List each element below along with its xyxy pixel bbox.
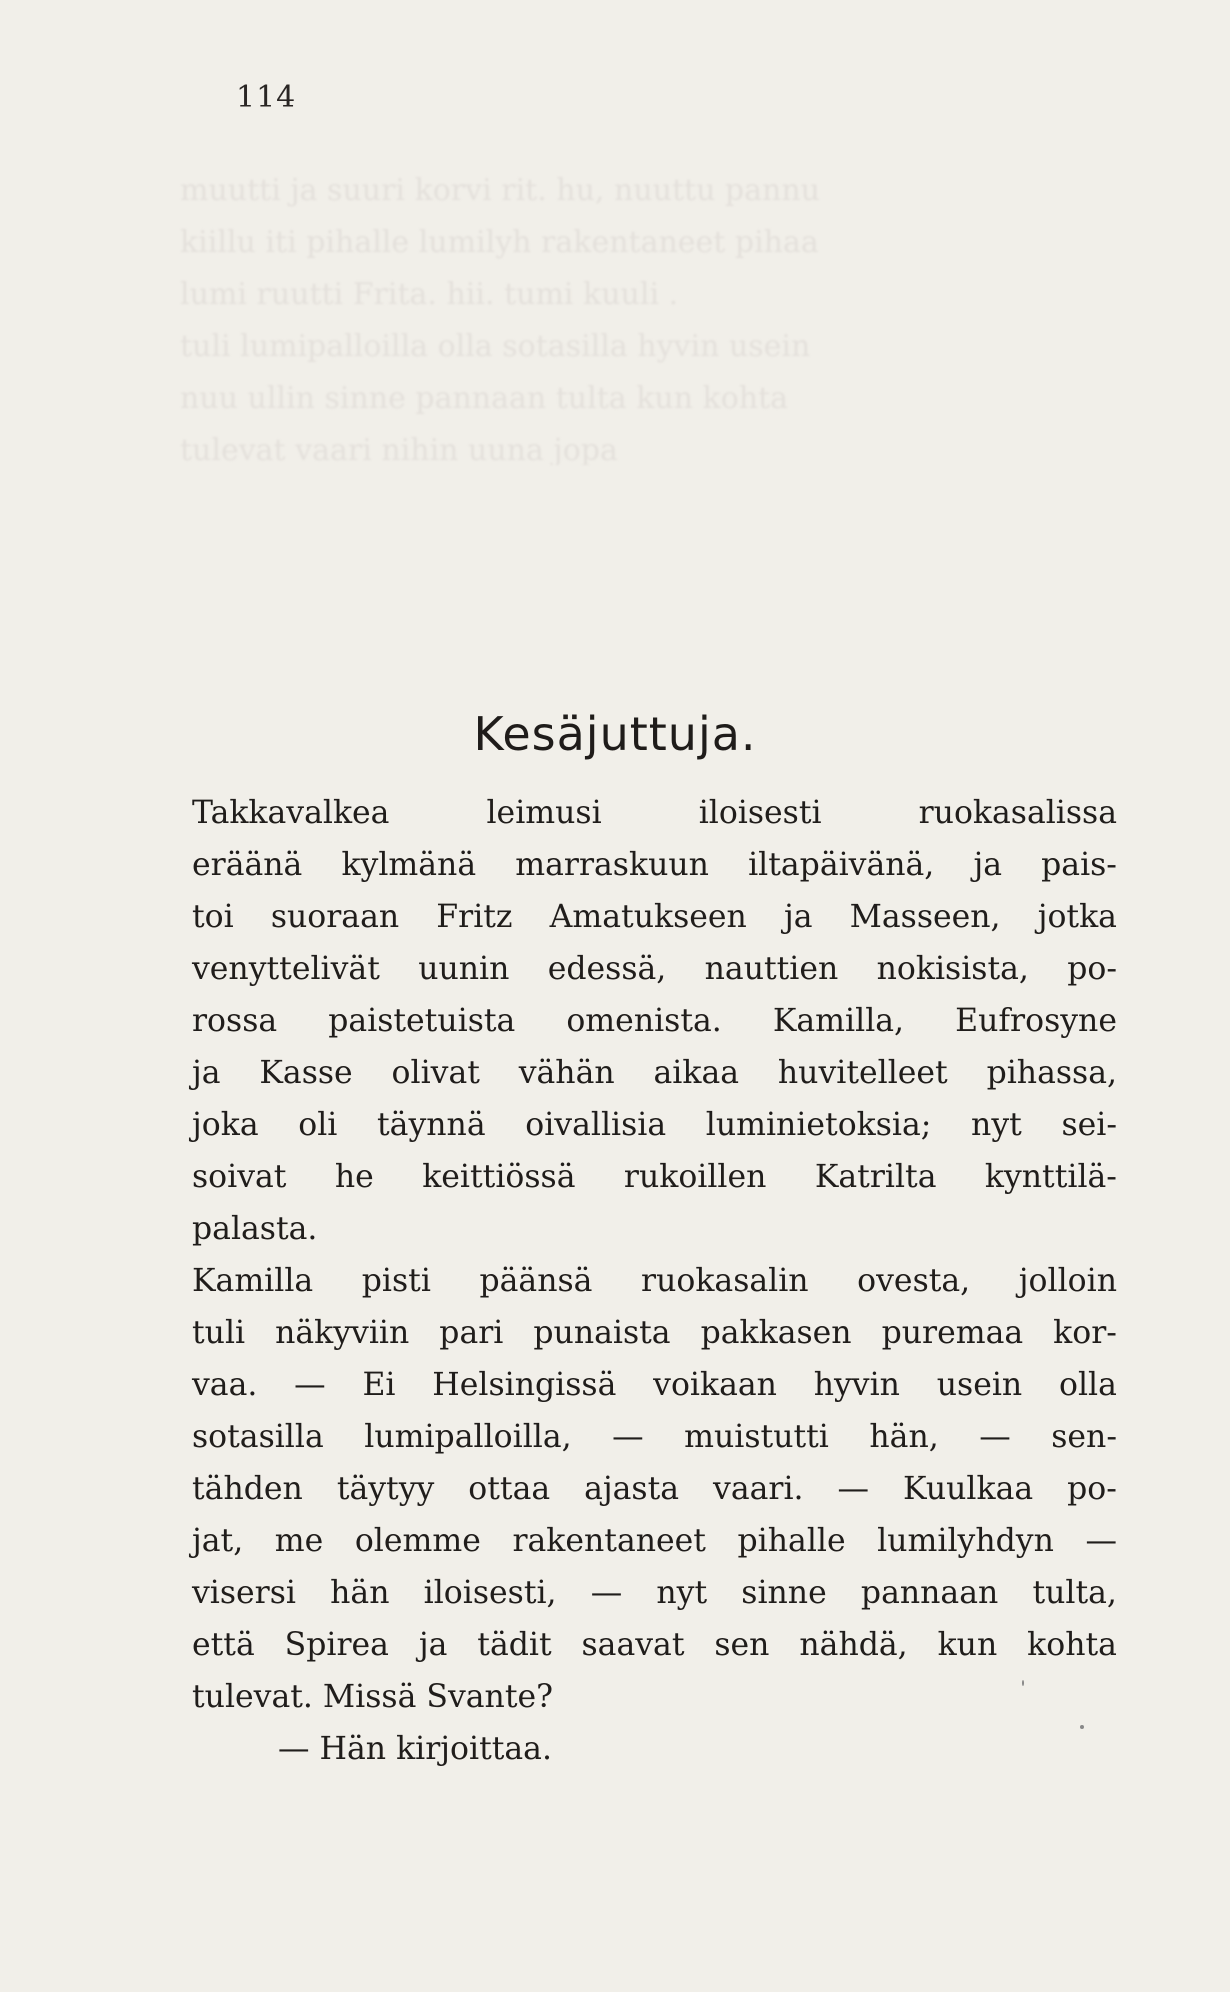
word: Spirea	[284, 1627, 389, 1663]
word: ja	[418, 1627, 448, 1663]
text-line	[192, 1151, 1117, 1203]
word: pais-	[1041, 847, 1117, 883]
word: hän,	[869, 1419, 939, 1455]
word: Masseen,	[849, 899, 1001, 935]
word: päänsä	[479, 1263, 593, 1299]
word: —	[590, 1575, 623, 1611]
word: vaa.	[192, 1367, 258, 1403]
word: paistetuista	[328, 1003, 516, 1039]
word: näkyviin	[275, 1315, 410, 1351]
word: lumilyhdyn	[877, 1523, 1054, 1559]
word: nähdä,	[799, 1627, 908, 1663]
word: oivallisia	[525, 1107, 667, 1143]
word: kylmänä	[341, 847, 477, 883]
word: ajasta	[584, 1471, 680, 1507]
word: joka	[192, 1107, 259, 1143]
word: lumipalloilla,	[364, 1419, 572, 1455]
word: nyt	[656, 1575, 708, 1611]
word: Helsingissä	[432, 1367, 617, 1403]
word: keittiössä	[422, 1159, 576, 1195]
word: olivat	[391, 1055, 480, 1091]
text-line	[192, 1567, 1117, 1619]
text-line	[192, 1047, 1117, 1099]
word: —	[294, 1367, 326, 1403]
text-line: — Hän kirjoittaa.	[278, 1731, 552, 1767]
word: tuli	[192, 1315, 246, 1351]
word: sotasilla	[192, 1419, 324, 1455]
word: kohta	[1027, 1627, 1117, 1663]
word: tulta,	[1032, 1575, 1117, 1611]
word: visersi	[192, 1575, 296, 1611]
word: Amatukseen	[549, 899, 747, 935]
word: pihassa,	[986, 1055, 1117, 1091]
word: ruokasalin	[641, 1263, 809, 1299]
word: oli	[298, 1107, 338, 1143]
word: Kamilla,	[772, 1003, 905, 1039]
body-text	[192, 787, 1117, 1775]
word: kun	[937, 1627, 998, 1663]
word: saavat	[581, 1627, 685, 1663]
word: soivat	[192, 1159, 287, 1195]
word: sen	[714, 1627, 770, 1663]
text-line	[192, 943, 1117, 995]
text-line	[192, 1359, 1117, 1411]
word: sen-	[1051, 1419, 1117, 1455]
word: kynttilä-	[984, 1159, 1117, 1195]
text-line	[192, 1619, 1117, 1671]
word: rakentaneet	[512, 1523, 706, 1559]
word: täynnä	[377, 1107, 486, 1143]
word: pihalle	[737, 1523, 846, 1559]
word: muistutti	[684, 1419, 829, 1455]
word: venyttelivät	[192, 951, 380, 987]
text-line	[192, 1255, 1117, 1307]
word: rossa	[192, 1003, 278, 1039]
page-number: 114	[236, 80, 297, 115]
text-line	[192, 1463, 1117, 1515]
word: ruokasalissa	[918, 795, 1117, 831]
chapter-title: Kesäjuttuja.	[473, 706, 757, 761]
text-line	[192, 1307, 1117, 1359]
word: he	[334, 1159, 374, 1195]
word: jat,	[192, 1523, 244, 1559]
word: huvitelleet	[777, 1055, 948, 1091]
text-line	[192, 787, 1117, 839]
paragraph	[192, 1255, 1117, 1723]
text-line	[192, 1515, 1117, 1567]
word: Eufrosyne	[955, 1003, 1117, 1039]
word: pisti	[361, 1263, 431, 1299]
word: nauttien	[704, 951, 839, 987]
text-line	[192, 1099, 1117, 1151]
bleed-through-text: muutti ja suuri korvi rit. hu, nuuttu pannu kiillu iti pihalle lumilyh rakentaneet pihaa lumi ruutti Frita. hii. tumi kuuli . tuli lumipalloilla olla sotasilla hyvin usein nuu ullin sinne pannaan tulta kun kohta tulevat vaari nihin uuna jopa	[180, 173, 820, 465]
word: iloisesti	[698, 795, 822, 831]
word: ottaa	[468, 1471, 551, 1507]
word: uunin	[418, 951, 510, 987]
paper-speck	[1022, 1680, 1024, 1686]
word: Takkavalkea	[192, 795, 390, 831]
word: että	[192, 1627, 255, 1663]
word: punaista	[533, 1315, 671, 1351]
paper-speck	[1080, 1725, 1084, 1729]
word: me	[274, 1523, 324, 1559]
word: —	[1085, 1523, 1117, 1559]
word: pakkasen	[700, 1315, 852, 1351]
word: Kasse	[259, 1055, 353, 1091]
paragraph	[192, 787, 1117, 1255]
word: puremaa	[881, 1315, 1024, 1351]
word: pannaan	[860, 1575, 999, 1611]
word: toi	[192, 899, 234, 935]
word: ja	[192, 1055, 221, 1091]
text-line	[192, 891, 1117, 943]
word: vähän	[518, 1055, 615, 1091]
word: eräänä	[192, 847, 303, 883]
word: nokisista,	[876, 951, 1029, 987]
word: iloisesti,	[423, 1575, 557, 1611]
word: Kuulkaa	[903, 1471, 1034, 1507]
word: sei-	[1061, 1107, 1117, 1143]
word: luminietoksia;	[705, 1107, 932, 1143]
word: po-	[1067, 951, 1117, 987]
word: täytyy	[336, 1471, 435, 1507]
word: tähden	[192, 1471, 303, 1507]
text-line: tulevat. Missä Svante?	[192, 1679, 554, 1715]
word: leimusi	[486, 795, 602, 831]
word: usein	[936, 1367, 1023, 1403]
word: iltapäivänä,	[748, 847, 935, 883]
word: po-	[1067, 1471, 1117, 1507]
word: —	[837, 1471, 870, 1507]
word: sinne	[741, 1575, 827, 1611]
word: Katrilta	[814, 1159, 937, 1195]
word: rukoillen	[623, 1159, 767, 1195]
paragraph	[192, 1723, 1117, 1775]
word: aikaa	[653, 1055, 740, 1091]
word: marraskuun	[515, 847, 709, 883]
word: —	[612, 1419, 644, 1455]
word: omenista.	[566, 1003, 722, 1039]
word: olla	[1059, 1367, 1117, 1403]
word: pari	[439, 1315, 504, 1351]
word: jotka	[1037, 899, 1117, 935]
word: tädit	[477, 1627, 552, 1663]
word: kor-	[1053, 1315, 1117, 1351]
text-line	[192, 995, 1117, 1047]
text-line: palasta.	[192, 1211, 318, 1247]
word: jolloin	[1018, 1263, 1117, 1299]
word: ja	[973, 847, 1002, 883]
word: Ei	[362, 1367, 396, 1403]
word: ja	[783, 899, 813, 935]
word: Fritz	[436, 899, 513, 935]
word: hän	[330, 1575, 390, 1611]
word: vaari.	[713, 1471, 804, 1507]
word: edessä,	[547, 951, 667, 987]
word: nyt	[971, 1107, 1022, 1143]
word: olemme	[354, 1523, 481, 1559]
word: ovesta,	[857, 1263, 971, 1299]
word: —	[979, 1419, 1011, 1455]
word: hyvin	[813, 1367, 900, 1403]
word: voikaan	[653, 1367, 777, 1403]
word: suoraan	[270, 899, 400, 935]
text-line	[192, 839, 1117, 891]
word: Kamilla	[192, 1263, 314, 1299]
text-line	[192, 1411, 1117, 1463]
